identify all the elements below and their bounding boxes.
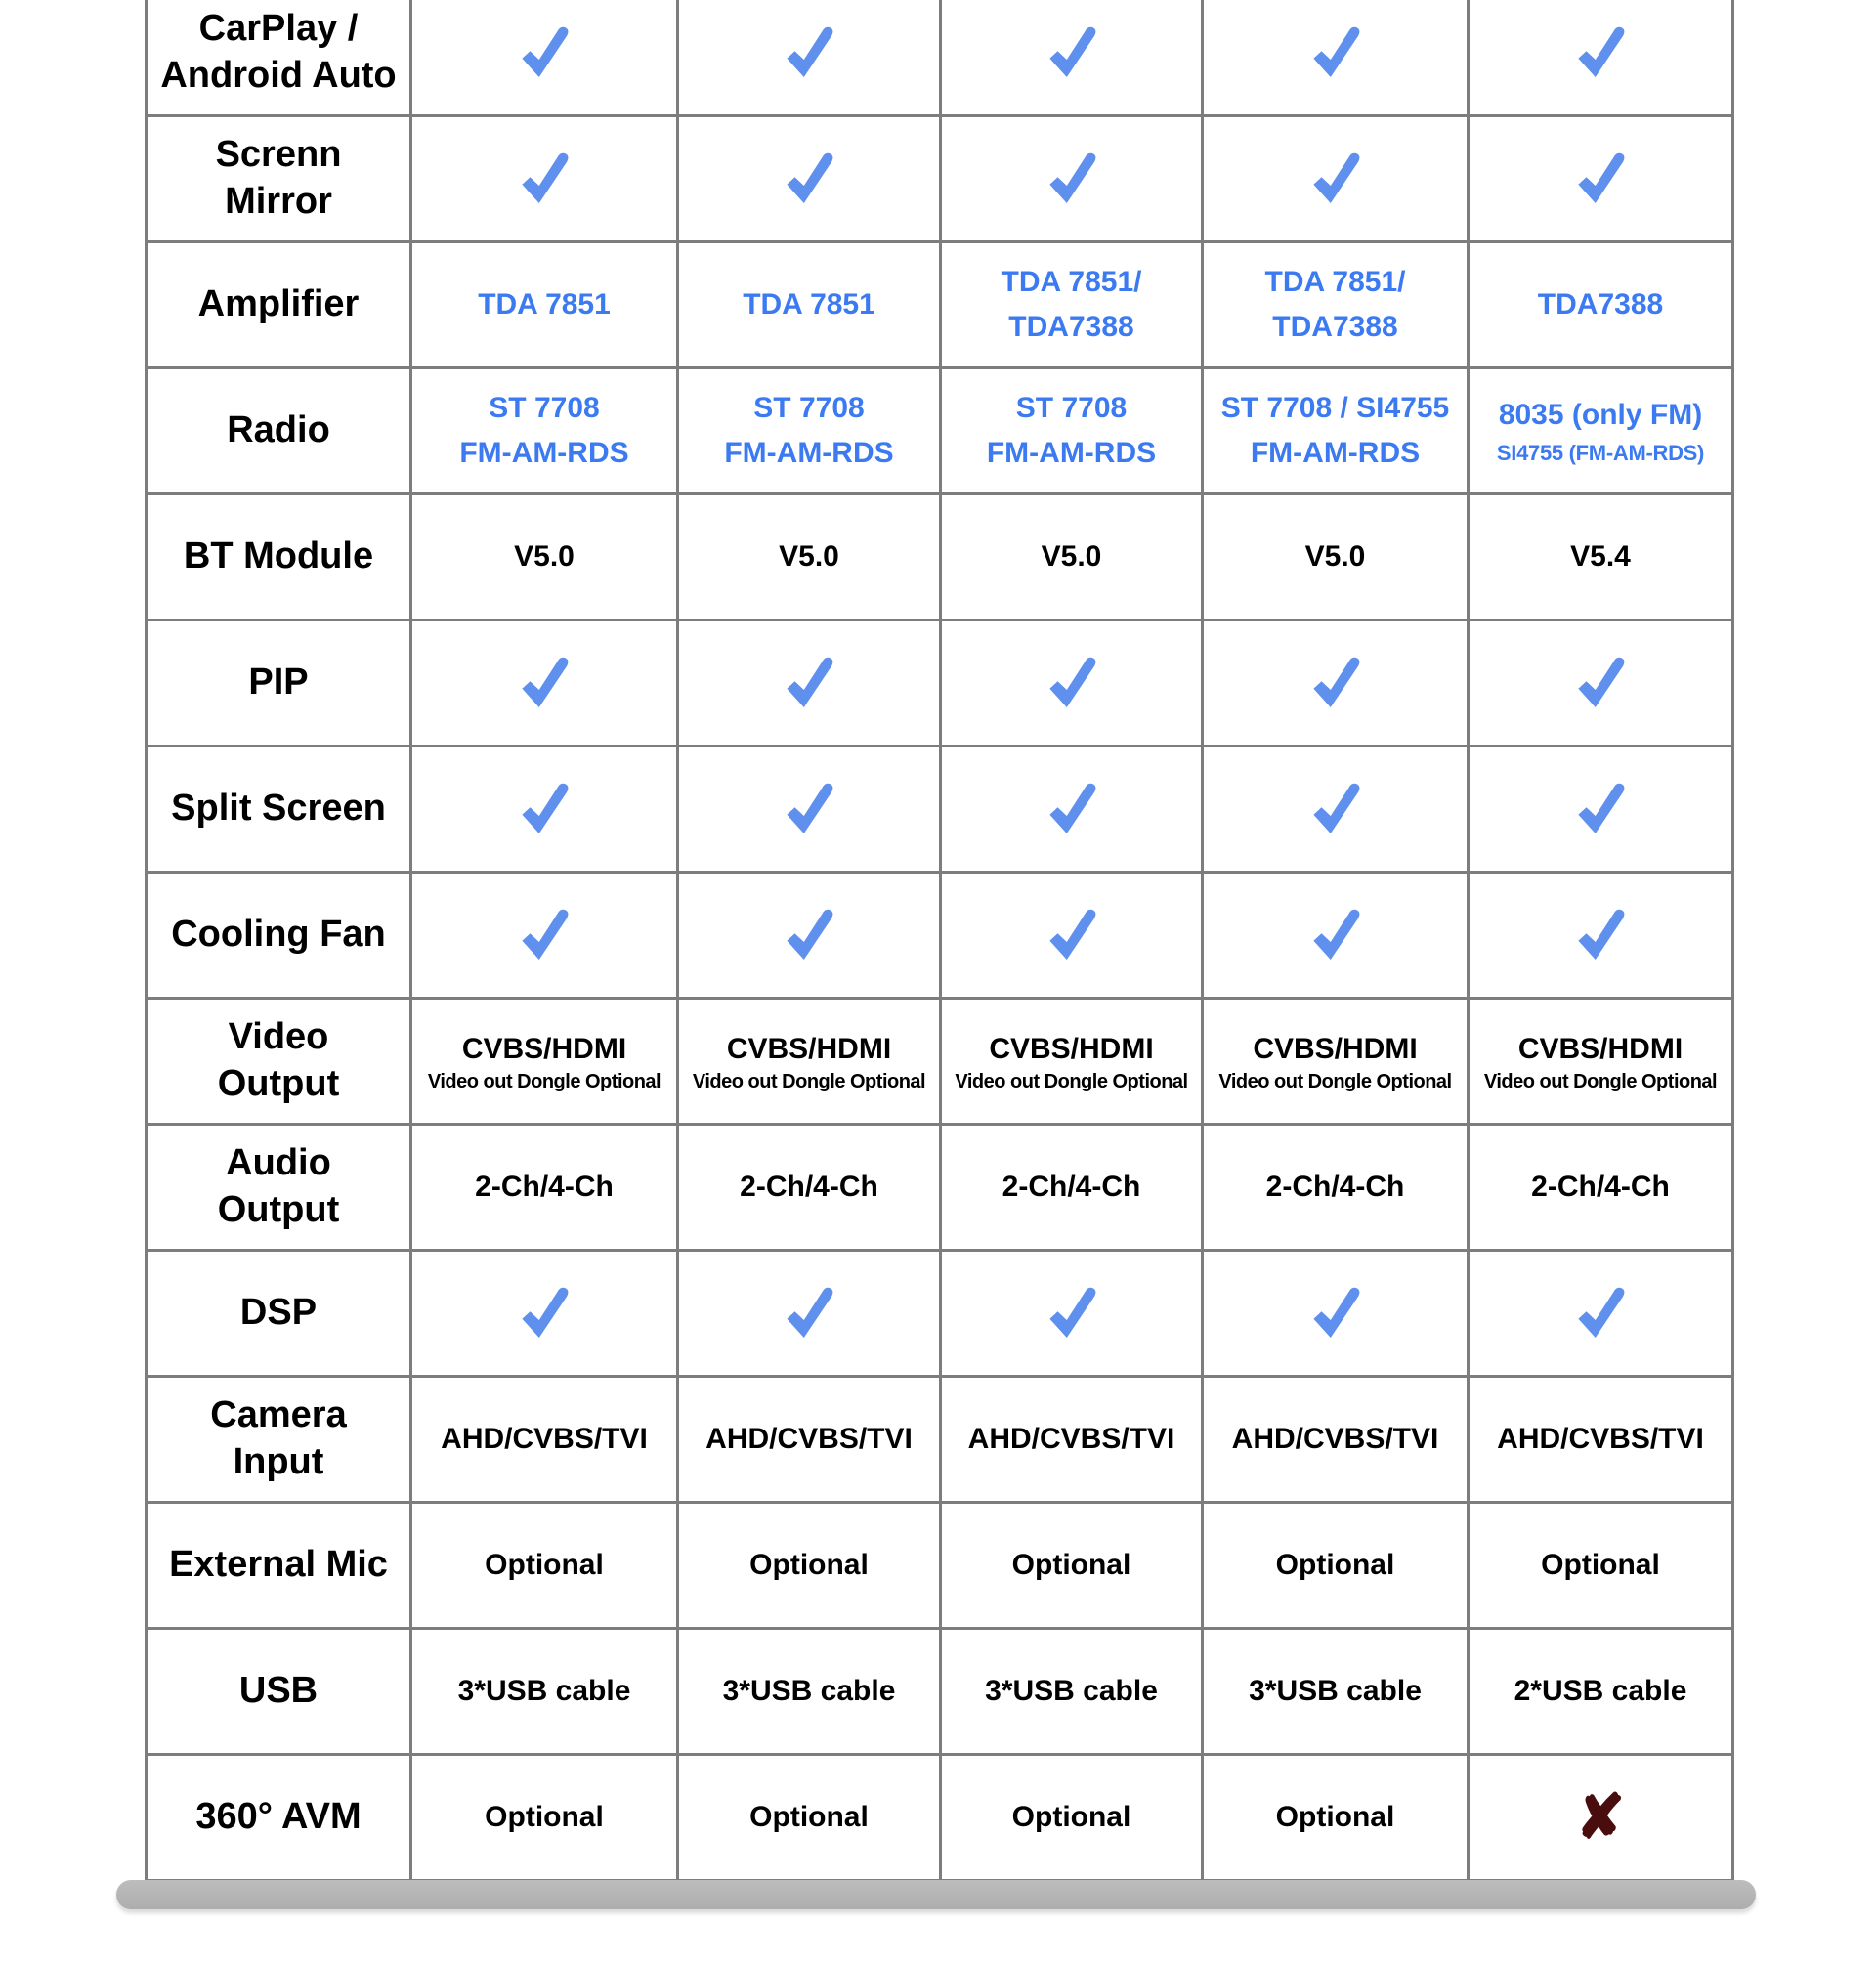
row-label bbox=[147, 1629, 411, 1755]
text-cell bbox=[411, 1629, 678, 1755]
text-cell bbox=[1469, 1629, 1733, 1755]
cell-text-line: V5.0 bbox=[1304, 540, 1366, 573]
check-icon bbox=[516, 22, 573, 83]
text-cell bbox=[1469, 1125, 1733, 1251]
row-label bbox=[147, 1503, 411, 1629]
table-row bbox=[147, 1755, 1733, 1881]
cell-text-line: Optional bbox=[749, 1549, 869, 1581]
check-cell bbox=[411, 1251, 678, 1377]
text-cell bbox=[1469, 1377, 1733, 1503]
text-cell bbox=[678, 1125, 941, 1251]
check-cell bbox=[411, 873, 678, 999]
check-icon bbox=[1044, 1283, 1100, 1344]
row-label-line: Camera bbox=[210, 1394, 347, 1436]
check-icon bbox=[516, 653, 573, 713]
cell-text-line: 2-Ch/4-Ch bbox=[1531, 1171, 1670, 1203]
table-row bbox=[147, 620, 1733, 747]
check-icon bbox=[781, 653, 837, 713]
check-cell bbox=[1203, 116, 1469, 242]
text-cell bbox=[678, 1503, 941, 1629]
table-row bbox=[147, 242, 1733, 368]
row-label bbox=[147, 1755, 411, 1881]
cross-icon: ✘ bbox=[1575, 1782, 1626, 1852]
check-icon bbox=[1044, 22, 1100, 83]
cell-text-line: AHD/CVBS/TVI bbox=[705, 1423, 913, 1455]
row-label-line: Radio bbox=[227, 409, 330, 451]
check-cell bbox=[411, 116, 678, 242]
row-label-line: PIP bbox=[248, 662, 309, 704]
cell-text-line: Video out Dongle Optional bbox=[1483, 1070, 1718, 1092]
check-icon bbox=[1572, 905, 1629, 965]
text-cell bbox=[678, 1629, 941, 1755]
cell-text-line: TDA 7851 bbox=[478, 287, 611, 320]
table-row bbox=[147, 494, 1733, 620]
row-label-line: Cooling Fan bbox=[171, 914, 386, 956]
check-icon bbox=[1572, 149, 1629, 209]
text-cell bbox=[411, 1377, 678, 1503]
check-cell bbox=[678, 873, 941, 999]
check-icon bbox=[1044, 779, 1100, 839]
cell-text-line: Optional bbox=[485, 1801, 604, 1833]
cell-text-line: ST 7708 / SI4755 bbox=[1220, 391, 1450, 424]
cell-text-line: AHD/CVBS/TVI bbox=[441, 1423, 648, 1455]
text-cell bbox=[1203, 1125, 1469, 1251]
cell-text-line: CVBS/HDMI bbox=[989, 1032, 1154, 1065]
check-cell bbox=[941, 0, 1203, 116]
table-row bbox=[147, 1503, 1733, 1629]
table-row bbox=[147, 1125, 1733, 1251]
check-cell bbox=[1469, 620, 1733, 747]
cell-text-line: ST 7708 bbox=[753, 391, 865, 424]
text-cell bbox=[941, 999, 1203, 1125]
cell-text-line: FM-AM-RDS bbox=[724, 437, 894, 469]
cell-text-line: AHD/CVBS/TVI bbox=[1497, 1423, 1704, 1455]
cell-text-line: CVBS/HDMI bbox=[1253, 1032, 1418, 1065]
horizontal-scrollbar-thumb[interactable] bbox=[116, 1880, 1756, 1909]
check-cell bbox=[1469, 747, 1733, 873]
text-cell bbox=[411, 1755, 678, 1881]
check-icon bbox=[781, 779, 837, 839]
check-cell bbox=[941, 873, 1203, 999]
cell-text-line: Optional bbox=[1541, 1549, 1660, 1581]
check-cell bbox=[1203, 873, 1469, 999]
check-cell bbox=[1203, 0, 1469, 116]
check-icon bbox=[1044, 653, 1100, 713]
cell-text-line: Optional bbox=[749, 1801, 869, 1833]
cell-text-line: Optional bbox=[485, 1549, 604, 1581]
check-cell bbox=[411, 747, 678, 873]
row-label bbox=[147, 494, 411, 620]
check-icon bbox=[1307, 1283, 1364, 1344]
row-label bbox=[147, 242, 411, 368]
table-row bbox=[147, 0, 1733, 116]
cell-text-line: TDA 7851 bbox=[743, 287, 875, 320]
check-icon bbox=[781, 1283, 837, 1344]
text-cell bbox=[678, 1755, 941, 1881]
text-cell bbox=[678, 1377, 941, 1503]
text-cell bbox=[1203, 494, 1469, 620]
text-cell bbox=[1203, 999, 1469, 1125]
row-label-line: External Mic bbox=[169, 1544, 388, 1586]
row-label-line: Android Auto bbox=[160, 55, 397, 96]
cell-text-line: ST 7708 bbox=[489, 391, 600, 424]
row-label-line: USB bbox=[238, 1670, 319, 1712]
check-icon bbox=[781, 905, 837, 965]
text-cell bbox=[1203, 1503, 1469, 1629]
check-cell bbox=[941, 747, 1203, 873]
cell-text-line: FM-AM-RDS bbox=[459, 437, 629, 469]
text-cell bbox=[941, 1125, 1203, 1251]
cell-text-line: Video out Dongle Optional bbox=[955, 1070, 1188, 1092]
text-cell bbox=[1469, 242, 1733, 368]
text-cell bbox=[411, 494, 678, 620]
cell-text-line: 3*USB cable bbox=[457, 1675, 631, 1707]
cell-text-line: TDA7388 bbox=[1272, 311, 1398, 343]
check-icon bbox=[1307, 653, 1364, 713]
row-label-line: DSP bbox=[239, 1292, 318, 1334]
table-row bbox=[147, 1377, 1733, 1503]
check-icon bbox=[1572, 779, 1629, 839]
cell-text-line: AHD/CVBS/TVI bbox=[967, 1423, 1175, 1455]
row-label-line: BT Module bbox=[183, 535, 374, 577]
row-label-line: Audio bbox=[226, 1142, 331, 1184]
check-icon bbox=[516, 149, 573, 209]
cell-text-line: V5.0 bbox=[779, 540, 839, 573]
check-icon bbox=[1307, 149, 1364, 209]
text-cell bbox=[1469, 999, 1733, 1125]
check-cell bbox=[678, 0, 941, 116]
cell-text-line: SI4755 (FM-AM-RDS) bbox=[1496, 441, 1705, 466]
row-label-line: Input bbox=[233, 1441, 324, 1482]
check-cell bbox=[678, 747, 941, 873]
text-cell bbox=[1203, 1377, 1469, 1503]
text-cell bbox=[411, 242, 678, 368]
cell-text-line: CVBS/HDMI bbox=[461, 1032, 627, 1065]
row-label bbox=[147, 1251, 411, 1377]
row-label bbox=[147, 116, 411, 242]
spec-table-body bbox=[147, 0, 1733, 1881]
text-cell bbox=[1469, 494, 1733, 620]
text-cell bbox=[411, 1125, 678, 1251]
check-icon bbox=[1044, 149, 1100, 209]
cell-text-line: Video out Dongle Optional bbox=[692, 1070, 926, 1092]
text-cell bbox=[941, 242, 1203, 368]
cell-text-line: TDA 7851/ bbox=[1264, 265, 1406, 298]
row-label-line: Video bbox=[228, 1016, 329, 1058]
check-icon bbox=[781, 149, 837, 209]
check-cell bbox=[1469, 1251, 1733, 1377]
cell-text-line: FM-AM-RDS bbox=[986, 437, 1157, 469]
row-label-line: Amplifier bbox=[197, 283, 360, 325]
text-cell bbox=[1203, 1755, 1469, 1881]
table-row bbox=[147, 999, 1733, 1125]
text-cell bbox=[1469, 1503, 1733, 1629]
cell-text-line: TDA7388 bbox=[1537, 287, 1664, 320]
cell-text-line: 3*USB cable bbox=[985, 1675, 1158, 1707]
check-cell bbox=[678, 1251, 941, 1377]
text-cell bbox=[678, 999, 941, 1125]
check-icon bbox=[1572, 653, 1629, 713]
check-cell bbox=[1469, 0, 1733, 116]
text-cell bbox=[411, 1503, 678, 1629]
text-cell bbox=[941, 1377, 1203, 1503]
cell-text-line: V5.4 bbox=[1570, 540, 1631, 573]
row-label-line: Output bbox=[217, 1189, 340, 1230]
text-cell bbox=[1203, 1629, 1469, 1755]
row-label bbox=[147, 0, 411, 116]
check-cell bbox=[411, 0, 678, 116]
text-cell bbox=[941, 368, 1203, 494]
cell-text-line: FM-AM-RDS bbox=[1250, 437, 1421, 469]
cell-text-line: V5.0 bbox=[1041, 540, 1102, 573]
row-label-line: CarPlay / bbox=[198, 8, 359, 50]
text-cell bbox=[678, 494, 941, 620]
check-icon bbox=[1572, 22, 1629, 83]
cell-text-line: 3*USB cable bbox=[722, 1675, 896, 1707]
table-row bbox=[147, 1251, 1733, 1377]
cell-text-line: 2-Ch/4-Ch bbox=[1002, 1171, 1141, 1203]
row-label bbox=[147, 999, 411, 1125]
text-cell bbox=[941, 494, 1203, 620]
check-icon bbox=[1044, 905, 1100, 965]
text-cell bbox=[1469, 368, 1733, 494]
text-cell bbox=[411, 999, 678, 1125]
cell-text-line: 3*USB cable bbox=[1249, 1675, 1422, 1707]
cell-text-line: CVBS/HDMI bbox=[1517, 1032, 1684, 1065]
check-icon bbox=[516, 779, 573, 839]
check-cell bbox=[1469, 116, 1733, 242]
cell-text-line: TDA 7851/ bbox=[1001, 265, 1142, 298]
cell-text-line: 2*USB cable bbox=[1514, 1675, 1687, 1707]
spec-table bbox=[145, 0, 1734, 1882]
cell-text-line: Optional bbox=[1275, 1801, 1395, 1833]
check-icon bbox=[1307, 905, 1364, 965]
check-cell bbox=[1203, 747, 1469, 873]
check-icon bbox=[516, 1283, 573, 1344]
cell-text-line: Video out Dongle Optional bbox=[427, 1070, 661, 1092]
text-cell bbox=[678, 242, 941, 368]
check-cell bbox=[1469, 873, 1733, 999]
text-cell bbox=[411, 368, 678, 494]
row-label bbox=[147, 1125, 411, 1251]
check-icon bbox=[1307, 22, 1364, 83]
check-cell bbox=[941, 116, 1203, 242]
check-icon bbox=[516, 905, 573, 965]
table-row bbox=[147, 747, 1733, 873]
cell-text-line: 2-Ch/4-Ch bbox=[475, 1171, 614, 1203]
cell-text-line: 2-Ch/4-Ch bbox=[1265, 1171, 1405, 1203]
cross-cell bbox=[1469, 1755, 1733, 1881]
table-row bbox=[147, 873, 1733, 999]
text-cell bbox=[1203, 368, 1469, 494]
cell-text-line: V5.0 bbox=[514, 540, 575, 573]
text-cell bbox=[1203, 242, 1469, 368]
row-label-line: Output bbox=[217, 1063, 340, 1104]
cell-text-line: 8035 (only FM) bbox=[1498, 398, 1703, 431]
check-cell bbox=[678, 620, 941, 747]
spec-table-wrap bbox=[145, 0, 1734, 1882]
text-cell bbox=[941, 1629, 1203, 1755]
text-cell bbox=[678, 368, 941, 494]
row-label bbox=[147, 873, 411, 999]
cell-text-line: Optional bbox=[1275, 1549, 1395, 1581]
check-cell bbox=[1203, 620, 1469, 747]
text-cell bbox=[941, 1503, 1203, 1629]
table-row bbox=[147, 368, 1733, 494]
cell-text-line: Video out Dongle Optional bbox=[1218, 1070, 1452, 1092]
cell-text-line: Optional bbox=[1011, 1801, 1131, 1833]
check-icon bbox=[1307, 779, 1364, 839]
cell-text-line: 2-Ch/4-Ch bbox=[740, 1171, 878, 1203]
cell-text-line: CVBS/HDMI bbox=[726, 1032, 892, 1065]
row-label-line: Screnn bbox=[215, 134, 342, 176]
check-cell bbox=[941, 1251, 1203, 1377]
table-row bbox=[147, 116, 1733, 242]
row-label bbox=[147, 368, 411, 494]
check-cell bbox=[1203, 1251, 1469, 1377]
table-row bbox=[147, 1629, 1733, 1755]
cell-text-line: AHD/CVBS/TVI bbox=[1231, 1423, 1439, 1455]
row-label bbox=[147, 1377, 411, 1503]
check-cell bbox=[941, 620, 1203, 747]
check-icon bbox=[1572, 1283, 1629, 1344]
text-cell bbox=[941, 1755, 1203, 1881]
row-label bbox=[147, 747, 411, 873]
row-label bbox=[147, 620, 411, 747]
cell-text-line: TDA7388 bbox=[1008, 311, 1134, 343]
cell-text-line: Optional bbox=[1011, 1549, 1131, 1581]
cell-text-line: ST 7708 bbox=[1015, 391, 1128, 424]
row-label-line: 360° AVM bbox=[195, 1796, 362, 1838]
row-label-line: Mirror bbox=[225, 181, 332, 222]
check-cell bbox=[678, 116, 941, 242]
check-icon bbox=[781, 22, 837, 83]
row-label-line: Split Screen bbox=[171, 788, 386, 830]
check-cell bbox=[411, 620, 678, 747]
